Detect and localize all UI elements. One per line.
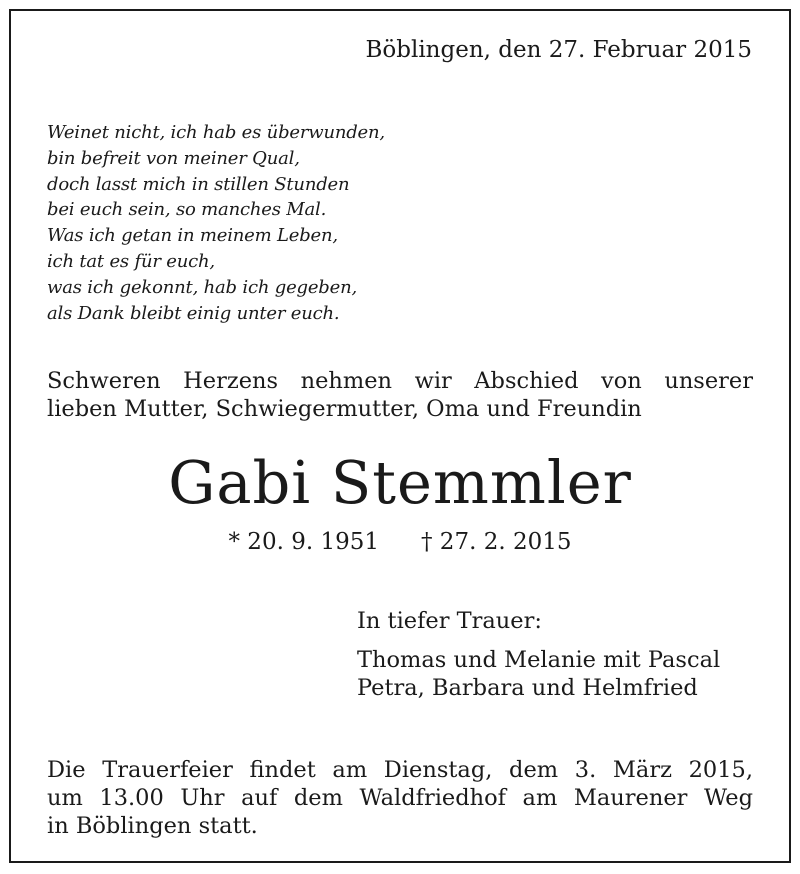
poem-line: bei euch sein, so manches Mal. — [47, 199, 327, 221]
farewell-intro — [47, 367, 753, 423]
mourner-line: Petra, Barbara und Helmfried — [357, 675, 698, 701]
service-line: in Böblingen statt. — [47, 813, 258, 839]
poem — [47, 120, 385, 326]
poem-line: Weinet nicht, ich hab es überwunden, — [47, 122, 385, 143]
mourner-line: Thomas und Melanie mit Pascal — [357, 647, 721, 673]
funeral-service-info — [47, 756, 753, 840]
birth-date: * 20. 9. 1951 — [228, 529, 379, 555]
life-dates — [0, 528, 800, 556]
poem-line: was ich gekonnt, hab ich gegeben, — [47, 276, 357, 298]
service-line: um 13.00 Uhr auf dem Waldfriedhof am Maurener Weg — [47, 785, 753, 811]
deceased-name: Gabi Stemmler — [168, 448, 632, 517]
mourning-heading: In tiefer Trauer: — [357, 608, 542, 634]
mourners-list — [357, 646, 720, 702]
poem-line: als Dank bleibt einig unter euch. — [47, 302, 340, 324]
poem-line: ich tat es für euch, — [47, 250, 215, 272]
intro-line: Schweren Herzens nehmen wir Abschied von unserer — [47, 368, 753, 394]
poem-line: bin befreit von meiner Qual, — [47, 147, 300, 169]
poem-line: Was ich getan in meinem Leben, — [47, 225, 338, 247]
intro-line: lieben Mutter, Schwiegermutter, Oma und Freundin — [47, 396, 642, 422]
poem-line: doch lasst mich in stillen Stunden — [47, 173, 350, 195]
death-date: † 27. 2. 2015 — [421, 529, 572, 555]
service-line: Die Trauerfeier findet am Dienstag, dem 3. März 2015, — [47, 757, 753, 783]
place-date: Böblingen, den 27. Februar 2015 — [365, 37, 752, 63]
